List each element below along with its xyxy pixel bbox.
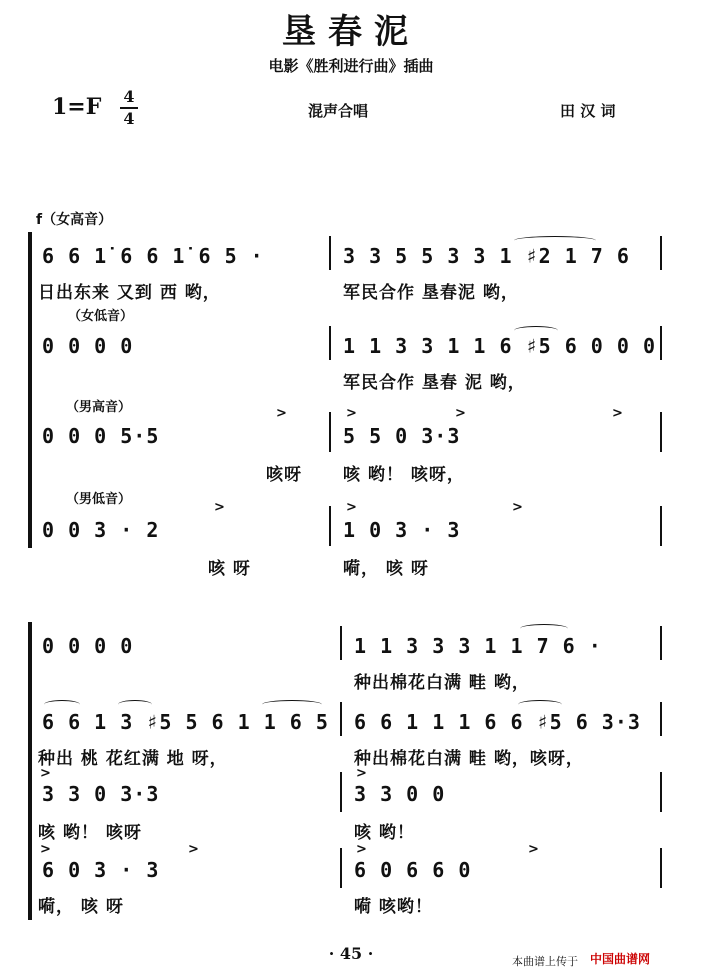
accent-mark: > (346, 406, 357, 421)
tenor-notes-m1: 0 0 0 5·5 (42, 424, 160, 448)
soprano-lyrics-m4: 种出棉花白满 畦 哟， (354, 673, 530, 693)
accent-mark: > (214, 500, 225, 515)
accent-mark: > (188, 842, 199, 857)
slur (514, 326, 558, 335)
slur (44, 700, 80, 709)
bass-lyrics-m1: 咳 呀 (208, 559, 251, 579)
key-signature: 1=F (52, 94, 102, 120)
choir-type: 混声合唱 (308, 102, 369, 120)
alto-notes-m2: 1 1 3 3 1 1 6 ♯5 6 0 0 0 (343, 334, 656, 358)
bass-notes-m2: 1 0 3 · 3 (343, 518, 461, 542)
bass-lyrics-m4: 嗬 咳哟！ (354, 897, 433, 917)
part-label-tenor: （男高音） (66, 400, 132, 415)
barline (329, 236, 331, 270)
alto-lyrics-m3: 种出 桃 花红满 地 呀， (38, 749, 228, 769)
page-number: · 45 · (328, 944, 374, 963)
part-label-bass: （男低音） (66, 492, 132, 507)
tenor-notes-m4: 3 3 0 0 (354, 782, 446, 806)
barline (660, 702, 662, 736)
barline (660, 848, 662, 888)
barline (660, 626, 662, 660)
system-bracket (28, 232, 32, 548)
barline (660, 326, 662, 360)
barline (660, 772, 662, 812)
alto-notes-m1: 0 0 0 0 (42, 334, 134, 358)
tenor-lyrics-m1: 咳呀 (266, 465, 302, 485)
dynamic-marking: f（女高音） (36, 212, 113, 228)
accent-mark: > (455, 406, 466, 421)
accent-mark: > (356, 766, 367, 781)
accent-mark: > (356, 842, 367, 857)
alto-lyrics-m2: 军民合作 垦春 泥 哟， (343, 373, 526, 393)
soprano-notes-m4: 1 1 3 3 3 1 1 7 6 · (354, 634, 602, 658)
barline (660, 236, 662, 270)
meter-bottom: 4 (123, 109, 135, 128)
tenor-lyrics-m2: 咳 哟！ 咳呀， (343, 465, 465, 485)
slur (520, 624, 568, 633)
upload-note: 本曲谱上传于 (512, 955, 578, 968)
barline (329, 506, 331, 546)
slur (262, 700, 322, 709)
accent-mark: > (512, 500, 523, 515)
soprano-lyrics-m1: 日出东来 又到 西 哟， (38, 283, 221, 303)
site-logo: 中国曲谱网 (590, 952, 651, 966)
barline (329, 326, 331, 360)
accent-mark: > (40, 766, 51, 781)
bass-lyrics-m2: 嗬， 咳 呀 (343, 559, 429, 579)
song-title: 垦春泥 (282, 12, 420, 52)
soprano-notes-m2: 3 3 5 5 3 3 1 ♯2 1 7 6 (343, 244, 630, 268)
barline (340, 626, 342, 660)
tenor-lyrics-m4: 咳 哟！ (354, 823, 415, 843)
accent-mark: > (276, 406, 287, 421)
soprano-notes-m1: 6 6 1̇ 6 6 1̇ 6 5 · (42, 244, 264, 268)
accent-mark: > (528, 842, 539, 857)
accent-mark: > (40, 842, 51, 857)
barline (660, 506, 662, 546)
accent-mark: > (346, 500, 357, 515)
tenor-notes-m2: 5 5 0 3·3 (343, 424, 461, 448)
lyricist: 田 汉 词 (560, 102, 616, 120)
slur (518, 700, 562, 709)
bass-notes-m3: 6 0 3 · 3 (42, 858, 160, 882)
slur (514, 236, 596, 245)
tenor-lyrics-m3: 咳 哟！ 咳呀 (38, 823, 142, 843)
alto-lyrics-m4: 种出棉花白满 畦 哟，咳呀， (354, 749, 584, 769)
bass-notes-m1: 0 0 3 · 2 (42, 518, 160, 542)
barline (340, 848, 342, 888)
alto-notes-m3: 6 6 1 3 ♯5 5 6 1 1 6 5 (42, 710, 329, 734)
accent-mark: > (612, 406, 623, 421)
soprano-notes-m3: 0 0 0 0 (42, 634, 134, 658)
alto-notes-m4: 6 6 1 1 1 6 6 ♯5 6 3·3 (354, 710, 641, 734)
part-label-alto: （女低音） (68, 309, 134, 324)
barline (340, 772, 342, 812)
slur (118, 700, 152, 709)
meter-top: 4 (123, 87, 135, 106)
bass-notes-m4: 6 0 6 6 0 (354, 858, 472, 882)
soprano-lyrics-m2: 军民合作 垦春泥 哟， (343, 283, 519, 303)
bass-lyrics-m3: 嗬， 咳 呀 (38, 897, 124, 917)
tenor-notes-m3: 3 3 0 3·3 (42, 782, 160, 806)
time-signature (120, 88, 138, 128)
barline (340, 702, 342, 736)
system-bracket (28, 622, 32, 920)
barline (660, 412, 662, 452)
song-subtitle: 电影《胜利进行曲》插曲 (268, 57, 434, 75)
barline (329, 412, 331, 452)
